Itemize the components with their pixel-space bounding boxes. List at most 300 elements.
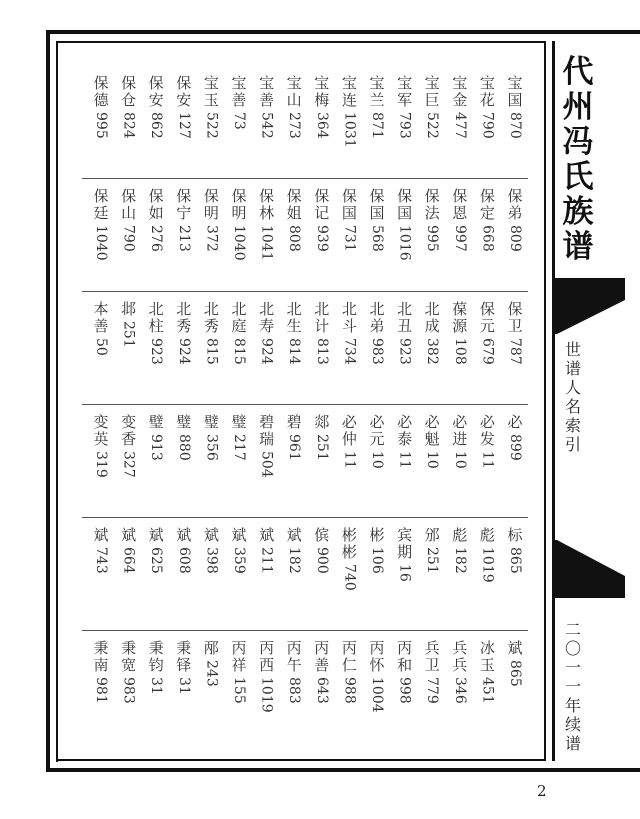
entry-page-number: 1004	[369, 677, 385, 713]
index-entry	[90, 640, 112, 704]
entry-page-number: 923	[148, 338, 165, 365]
entry-name: 必	[507, 413, 523, 431]
index-entry	[228, 75, 250, 130]
entry-name: 斌	[93, 526, 109, 544]
spine-left-rule	[544, 41, 546, 761]
entry-page-number: 865	[507, 547, 523, 574]
entry-page-number: 273	[286, 112, 303, 139]
index-entry	[228, 640, 250, 704]
entry-name: 必泰	[397, 413, 413, 448]
index-entry	[90, 414, 112, 478]
entry-name: 宝梅	[314, 74, 330, 109]
entry-name: 北秀	[176, 300, 192, 335]
entry-page-number: 182	[451, 547, 468, 574]
index-entry	[311, 75, 333, 139]
index-entry	[283, 414, 305, 461]
entry-name: 保法	[424, 187, 440, 222]
entry-name: 丙和	[397, 639, 413, 674]
entry-page-number: 50	[93, 338, 109, 356]
entry-page-number: 679	[479, 338, 496, 365]
index-entry	[173, 301, 195, 365]
index-entry	[90, 527, 112, 574]
entry-page-number: 998	[396, 677, 413, 704]
entry-name: 宝玉	[203, 74, 219, 109]
index-entry	[394, 414, 416, 469]
entry-name: 斌	[148, 526, 164, 544]
entry-name: 丙怀	[369, 639, 385, 674]
index-entry	[283, 527, 305, 574]
entry-page-number: 779	[424, 677, 441, 704]
entry-name: 邴	[203, 639, 219, 657]
entry-name: 北生	[286, 300, 302, 335]
entry-page-number: 731	[341, 225, 358, 252]
entry-page-number: 372	[203, 225, 220, 252]
entry-page-number: 740	[341, 564, 358, 591]
index-entry	[366, 301, 388, 365]
band-divider	[82, 630, 528, 631]
entry-name: 邶	[121, 300, 137, 318]
entry-name: 保定	[479, 187, 495, 222]
entry-name: 保安	[148, 74, 164, 109]
section-title: 世谱人名索引	[564, 340, 581, 454]
index-entry	[449, 414, 471, 469]
index-entry	[90, 75, 112, 139]
entry-name: 宾期	[397, 526, 413, 561]
entry-name: 斌	[176, 526, 192, 544]
entry-name: 保国	[397, 187, 413, 222]
spine-right-rule	[552, 41, 555, 761]
index-entry	[449, 188, 471, 252]
index-entry	[504, 301, 526, 365]
entry-page-number: 983	[120, 677, 137, 704]
entry-name: 丙午	[286, 639, 302, 674]
entry-name: 北丑	[397, 300, 413, 335]
index-entry	[256, 301, 278, 365]
entry-page-number: 319	[93, 451, 109, 478]
index-entry	[421, 75, 443, 139]
index-entry	[449, 527, 471, 574]
entry-page-number: 10	[451, 451, 468, 469]
entry-name: 宝连	[341, 74, 357, 109]
entry-name: 彬彬	[341, 526, 357, 561]
entry-name: 保元	[479, 300, 495, 335]
entry-name: 北计	[314, 300, 330, 335]
entry-name: 本善	[93, 300, 109, 335]
entry-page-number: 995	[93, 112, 109, 139]
entry-page-number: 995	[424, 225, 441, 252]
entry-name: 宝山	[286, 74, 302, 109]
entry-page-number: 213	[175, 225, 192, 252]
index-entry	[145, 414, 167, 461]
entry-page-number: 364	[313, 112, 330, 139]
entry-page-number: 11	[479, 451, 496, 469]
index-entry	[504, 527, 526, 574]
entry-page-number: 243	[203, 660, 220, 687]
index-entry	[200, 640, 222, 687]
index-entry	[504, 75, 526, 139]
entry-name: 必进	[452, 413, 468, 448]
index-entry	[145, 188, 167, 252]
entry-page-number: 625	[148, 547, 165, 574]
index-entry	[311, 640, 333, 704]
entry-page-number: 1040	[93, 225, 109, 261]
index-entry	[449, 640, 471, 704]
index-entry	[338, 414, 360, 469]
entry-page-number: 793	[396, 112, 413, 139]
entry-page-number: 451	[479, 677, 496, 704]
entry-name: 宝军	[397, 74, 413, 109]
entry-page-number: 1031	[341, 112, 358, 148]
entry-name: 保明	[231, 187, 247, 222]
entry-page-number: 1019	[479, 547, 496, 583]
entry-name: 必元	[369, 413, 385, 448]
entry-name: 璧	[203, 413, 219, 431]
entry-name: 璧	[148, 413, 164, 431]
entry-name: 宝国	[507, 74, 523, 109]
entry-name: 斌	[203, 526, 219, 544]
entry-page-number: 542	[258, 112, 275, 139]
index-entry	[256, 188, 278, 261]
index-entry	[394, 188, 416, 261]
entry-name: 宝善	[259, 74, 275, 109]
entry-name: 彪	[479, 526, 495, 544]
entry-page-number: 988	[341, 677, 358, 704]
index-entry	[311, 414, 333, 461]
index-entry	[228, 188, 250, 261]
entry-page-number: 814	[286, 338, 303, 365]
frame-bottom-outer-rule	[46, 768, 640, 772]
entry-name: 郯	[314, 413, 330, 431]
index-entry	[394, 75, 416, 139]
entry-name: 斌	[121, 526, 137, 544]
entry-name: 保国	[341, 187, 357, 222]
entry-page-number: 522	[203, 112, 220, 139]
entry-name: 保姐	[286, 187, 302, 222]
index-entry	[476, 640, 498, 704]
entry-page-number: 11	[396, 451, 413, 469]
entry-name: 必发	[479, 413, 495, 448]
entry-name: 保如	[148, 187, 164, 222]
index-entry	[338, 188, 360, 252]
entry-name: 保国	[369, 187, 385, 222]
entry-name: 变香	[121, 413, 137, 448]
entry-page-number: 743	[93, 547, 109, 574]
entry-page-number: 106	[369, 547, 385, 574]
entry-page-number: 913	[148, 434, 165, 461]
entry-page-number: 504	[258, 451, 275, 478]
index-entry	[421, 640, 443, 704]
entry-page-number: 382	[424, 338, 441, 365]
entry-name: 彬	[369, 526, 385, 544]
entry-name: 保卫	[507, 300, 523, 335]
book-title: 代州冯氏族谱	[562, 54, 594, 265]
entry-name: 璧	[176, 413, 192, 431]
entry-page-number: 327	[120, 451, 137, 478]
index-entry	[366, 640, 388, 713]
frame-left-outer-rule	[46, 30, 50, 772]
index-entry	[118, 527, 140, 574]
index-entry	[228, 414, 250, 461]
index-entry	[338, 75, 360, 148]
frame-top-outer-rule	[46, 30, 640, 34]
entry-page-number: 809	[507, 225, 523, 252]
entry-page-number: 568	[369, 225, 385, 252]
entry-name: 宝金	[452, 74, 468, 109]
entry-page-number: 668	[479, 225, 496, 252]
entry-name: 标	[507, 526, 523, 544]
entry-page-number: 359	[231, 547, 247, 574]
entry-name: 北斗	[341, 300, 357, 335]
entry-page-number: 356	[203, 434, 220, 461]
entry-page-number: 522	[424, 112, 441, 139]
entry-page-number: 155	[231, 677, 247, 704]
entry-page-number: 643	[313, 677, 330, 704]
entry-name: 宝善	[231, 74, 247, 109]
entry-page-number: 1041	[258, 225, 275, 261]
entry-page-number: 1019	[258, 677, 275, 713]
entry-page-number: 182	[286, 547, 303, 574]
spine-ornament-bottom	[555, 540, 625, 598]
entry-page-number: 983	[369, 338, 385, 365]
index-entry	[449, 75, 471, 139]
edition-year: 二〇一一年续谱	[564, 620, 581, 753]
entry-name: 保仓	[121, 74, 137, 109]
index-entry	[476, 75, 498, 139]
index-entry	[476, 414, 498, 469]
entry-page-number: 1040	[231, 225, 247, 261]
index-entry	[145, 527, 167, 574]
index-entry	[90, 188, 112, 261]
entry-page-number: 251	[120, 321, 137, 348]
band-divider	[82, 517, 528, 518]
entry-name: 葆源	[452, 300, 468, 335]
index-entry	[90, 301, 112, 356]
entry-name: 兵兵	[452, 639, 468, 674]
band-divider	[82, 404, 528, 405]
entry-name: 丙祥	[231, 639, 247, 674]
entry-name: 必魁	[424, 413, 440, 448]
index-entry	[366, 75, 388, 139]
entry-name: 保宁	[176, 187, 192, 222]
index-entry	[504, 640, 526, 687]
entry-page-number: 251	[313, 434, 330, 461]
index-entry	[283, 75, 305, 139]
entry-page-number: 880	[175, 434, 192, 461]
entry-name: 保廷	[93, 187, 109, 222]
index-entry	[421, 414, 443, 469]
index-entry	[421, 301, 443, 365]
entry-name: 宝兰	[369, 74, 385, 109]
frame-left-inner-rule	[56, 41, 58, 762]
frame-bottom-inner-rule	[56, 759, 546, 761]
entry-page-number: 11	[341, 451, 358, 469]
index-entry	[394, 301, 416, 365]
index-entry	[394, 527, 416, 582]
entry-page-number: 211	[258, 547, 275, 574]
entry-page-number: 815	[203, 338, 220, 365]
index-entry	[118, 188, 140, 252]
entry-name: 北庭	[231, 300, 247, 335]
index-entry	[394, 640, 416, 704]
entry-name: 宝花	[479, 74, 495, 109]
index-entry	[366, 527, 388, 574]
index-entry	[256, 527, 278, 574]
entry-name: 北秀	[203, 300, 219, 335]
index-entry	[311, 301, 333, 365]
entry-page-number: 870	[507, 112, 523, 139]
index-entry	[173, 640, 195, 695]
entry-name: 璧	[231, 413, 247, 431]
entry-page-number: 787	[507, 338, 523, 365]
entry-page-number: 924	[258, 338, 275, 365]
index-entry	[366, 188, 388, 252]
index-entry	[118, 75, 140, 139]
index-entry	[145, 75, 167, 139]
index-entry	[476, 527, 498, 583]
entry-page-number: 865	[507, 660, 523, 687]
page-number: 2	[537, 782, 547, 800]
entry-page-number: 997	[451, 225, 468, 252]
entry-page-number: 939	[313, 225, 330, 252]
entry-name: 丙仁	[341, 639, 357, 674]
index-entry	[200, 414, 222, 461]
index-entry	[256, 75, 278, 139]
entry-name: 保安	[176, 74, 192, 109]
entry-name: 斌	[231, 526, 247, 544]
entry-page-number: 981	[93, 677, 109, 704]
entry-page-number: 108	[451, 338, 468, 365]
index-entry	[504, 188, 526, 252]
entry-page-number: 900	[313, 547, 330, 574]
index-entry	[173, 527, 195, 574]
entry-page-number: 664	[120, 547, 137, 574]
entry-page-number: 790	[479, 112, 496, 139]
entry-page-number: 815	[231, 338, 247, 365]
entry-name: 北柱	[148, 300, 164, 335]
entry-name: 彪	[452, 526, 468, 544]
index-entry	[338, 301, 360, 365]
entry-page-number: 16	[396, 564, 413, 582]
entry-page-number: 924	[175, 338, 192, 365]
index-entry	[504, 414, 526, 461]
entry-name: 北寿	[259, 300, 275, 335]
entry-name: 变英	[93, 413, 109, 448]
entry-name: 保弟	[507, 187, 523, 222]
index-entry	[118, 414, 140, 478]
index-entry	[256, 640, 278, 713]
entry-page-number: 813	[313, 338, 330, 365]
index-entry	[311, 527, 333, 574]
entry-name: 冰玉	[479, 639, 495, 674]
entry-page-number: 217	[231, 434, 247, 461]
entry-name: 丙西	[259, 639, 275, 674]
entry-name: 碧	[286, 413, 302, 431]
entry-page-number: 10	[424, 451, 441, 469]
entry-name: 秉钧	[148, 639, 164, 674]
entry-page-number: 824	[120, 112, 137, 139]
entry-name: 保记	[314, 187, 330, 222]
entry-page-number: 734	[341, 338, 358, 365]
entry-page-number: 862	[148, 112, 165, 139]
index-entry	[283, 301, 305, 365]
entry-name: 斌	[507, 639, 523, 657]
index-entry	[283, 640, 305, 704]
index-entry	[145, 640, 167, 695]
index-entry	[421, 188, 443, 252]
entry-page-number: 871	[369, 112, 385, 139]
index-entry	[200, 188, 222, 252]
index-entry	[200, 301, 222, 365]
entry-name: 保山	[121, 187, 137, 222]
entry-page-number: 790	[120, 225, 137, 252]
entry-name: 兵卫	[424, 639, 440, 674]
entry-page-number: 899	[507, 434, 523, 461]
index-entry	[228, 527, 250, 574]
index-entry	[145, 301, 167, 365]
band-divider	[82, 178, 528, 179]
index-entry	[421, 527, 443, 574]
entry-page-number: 127	[175, 112, 192, 139]
entry-page-number: 276	[148, 225, 165, 252]
entry-name: 保明	[203, 187, 219, 222]
entry-name: 斌	[286, 526, 302, 544]
entry-page-number: 251	[424, 547, 441, 574]
entry-page-number: 1016	[396, 225, 413, 261]
entry-page-number: 808	[286, 225, 303, 252]
entry-name: 碧瑞	[259, 413, 275, 448]
entry-name: 保德	[93, 74, 109, 109]
spine-ornament-top	[555, 278, 625, 336]
index-entry	[173, 414, 195, 461]
index-entry	[200, 75, 222, 139]
entry-name: 傧	[314, 526, 330, 544]
entry-page-number: 10	[369, 451, 385, 469]
entry-name: 保林	[259, 187, 275, 222]
frame-top-inner-rule	[56, 41, 546, 43]
entry-name: 秉南	[93, 639, 109, 674]
index-entry	[449, 301, 471, 365]
entry-page-number: 883	[286, 677, 303, 704]
index-entry	[311, 188, 333, 252]
entry-page-number: 73	[231, 112, 247, 130]
band-divider	[82, 291, 528, 292]
entry-name: 北成	[424, 300, 440, 335]
index-entry	[118, 640, 140, 704]
entry-page-number: 31	[148, 677, 165, 695]
entry-name: 邠	[424, 526, 440, 544]
index-entry	[338, 527, 360, 591]
entry-page-number: 961	[286, 434, 303, 461]
index-entry	[200, 527, 222, 574]
entry-name: 斌	[259, 526, 275, 544]
index-entry	[256, 414, 278, 478]
entry-name: 宝巨	[424, 74, 440, 109]
entry-name: 保恩	[452, 187, 468, 222]
entry-name: 秉铎	[176, 639, 192, 674]
index-entry	[118, 301, 140, 348]
entry-page-number: 31	[175, 677, 192, 695]
entry-name: 北弟	[369, 300, 385, 335]
entry-page-number: 398	[203, 547, 220, 574]
index-entry	[338, 640, 360, 704]
entry-page-number: 923	[396, 338, 413, 365]
index-entry	[283, 188, 305, 252]
entry-name: 秉宽	[121, 639, 137, 674]
index-entry	[173, 188, 195, 252]
entry-page-number: 346	[451, 677, 468, 704]
entry-page-number: 477	[451, 112, 468, 139]
index-entry	[366, 414, 388, 469]
